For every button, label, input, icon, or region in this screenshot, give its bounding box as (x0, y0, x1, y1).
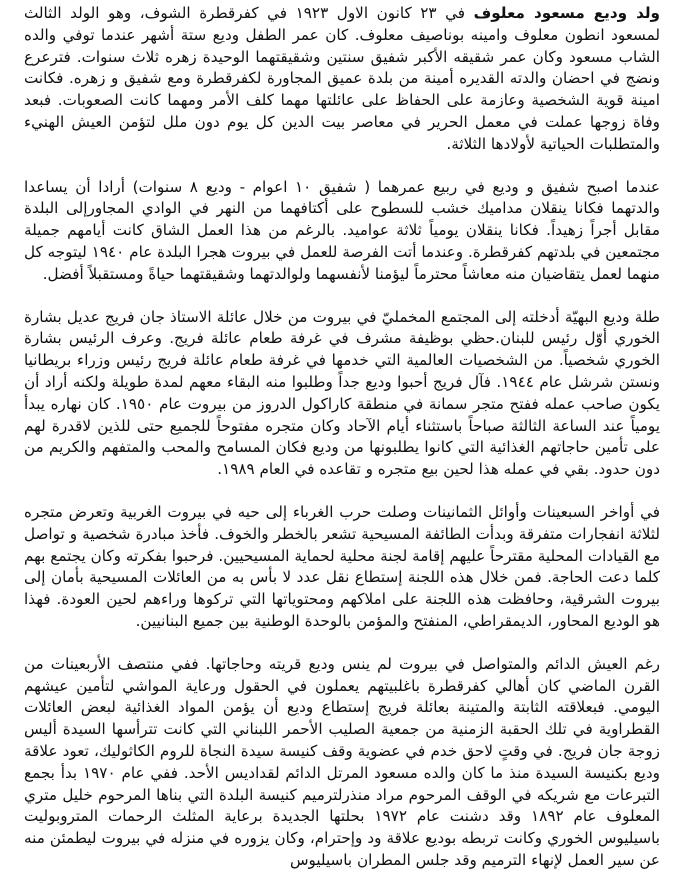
paragraph-birth-and-childhood (24, 3, 660, 156)
paragraph-village-church (24, 654, 660, 872)
paragraph-text: طلة وديع البهيّة أدخلته إلى المجتمع المخمليّ في بيروت من خلال عائلة الاستاذ جان فريج عديل بشارة الخوري أوّل رئيس للبنان.حظي بوظيفة مشرف في غرفة طعام عائلة فريج. وعرف الرئيس بشارة الخوري شخصياً. من الشخصيات العالمية التي خدمها في غرفة طعام عائلة فريج رئيس وزراء بريطانيا ونستن شرشل عام ١٩٤٤. فآل فريج أحبوا وديع جداً وطلبوا منه البقاء معهم لمدة طويلة ولكنه أراد أن يكون صاحب عمله ففتح متجر سمانة في منطقة كاراكول الدروز من بيروت عام ١٩٥٠. كان نهاره يبدأ يومياً عند الساعة الثالثة صباحاً باستثناء أيام الآحاد وكان متجره مفتوحاً للجميع حتى للذين لاقدرة لهم على تأمين حاجاتهم الغذائية التي كانوا يطلبونها من وديع فكان المسامح والمحب والمتفهم والكريم من دون حدود. بقي في عمله هذا لحين بيع متجره و تقاعده في العام ١٩٨٩. (24, 307, 660, 479)
document-page (24, 3, 660, 872)
paragraph-text: رغم العيش الدائم والمتواصل في بيروت لم ينس وديع قريته وحاجاتها. ففي منتصف الأربعينات من القرن الماضي كان أهالي كفرقطرة باغلبيتهم يعملون في الحقول ورعاية المواشي لتأمين عيشهم اليومي. فبعلاقته الثابتة والمتينة بعائلة فريج إستطاع وديع أن يؤمن المواد الغذائية لبعض العائلات القطراوية في تلك الحقبة الزمنية من جمعية الصليب الأحمر اللبناني التي كانت تترأسها السيدة أليس زوجة جان فريج. في وقتٍ لاحق خدم في عضوية وقف كنيسة سيدة النجاة للروم الكاثوليك، تعود علاقة وديع بكنيسة السيدة منذ ما كان والده مسعود المرتل الدائم لقداديس الأحد. ففي عام ١٩٧٠ بدأ بجمع التبرعات مع شريكه في الوقف المرحوم مراد منذرلترميم كنيسة البلدة التي بناها المرحوم خليل متري المعلوف عام ١٨٩٢ وقد دشنت عام ١٩٧٢ بحلتها الجديدة برعاية المثلث الرحمات المتروبوليت باسيليوس الخوري وكانت تربطه بوديع علاقة ود وإحترام، وكان يزوره في منزله في بيروت ليطمئن منه عن سير العمل لإنهاء الترميم وقد جلس المطران باسيليوس (24, 654, 661, 869)
paragraph-youth-work (24, 177, 660, 286)
paragraph-war-committee (24, 502, 660, 633)
paragraph-text: في أواخر السبعينات وأوائل الثمانينات وصلت حرب الغرباء إلى حيه في بيروت الغربية وتعرض متجره لثلاثة انفجارات متفرقة وبدأت الطائفة المسيحية تشعر بالخطر والخوف. فأخذ مبادرة شخصية و تواصل مع القيادات المحلية مقترحاً عليهم إقامة لجنة محلية لحماية المسيحيين. فرحبوا بفكرته وكان يجتمع بهم كلما دعت الحاجة. فمن خلال هذه اللجنة إستطاع نقل عدد لا بأس به من العائلات المسيحية بأمان إلى بيروت الشرقية، وحافظت هذه اللجنة على املاكهم ومحتوياتها التي تركوها وراءهم لحين العودة. فهذا هو الوديع المحاور، الديمقراطي، المنفتح والمؤمن بالوحدة الوطنية بين جميع البنانيين. (24, 502, 660, 630)
subject-name: ولد وديع مسعود معلوف (473, 4, 660, 22)
paragraph-text: عندما اصبح شفيق و وديع في ربيع عمرهما ( شفيق ١٠ اعوام - وديع ٨ سنوات) أرادا أن يساعدا والدتهما فكانا ينقلان مداميك خشب للسطوح على أكتافهما من النهر في الوادي المجاورإلى البلدة مقابل أجراً زهيداً. فكانا ينقلان يومياً ثلاثة عواميد. بالرغم من هذا العمل الشاق كانت أيامهم جميلة مجتمعين في بلدتهم كفرقطرة. وعندما أتت الفرصة للعمل في بيروت هجرا البلدة عام ١٩٤٠ ليتوجه كل منهما لعمل يتقاضيان منه معاشاً محترماً ليؤمنا لأنفسهما ولوالدتهما وشقيقتهما حياةً ومستقبلاً أفضل. (24, 177, 660, 283)
paragraph-text: في ٢٣ كانون الاول ١٩٢٣ في كفرقطرة الشوف، وهو الولد الثالث لمسعود انطون معلوف وامينه بوناصيف معلوف. كان عمر الطفل وديع ستة أشهر عندما توفي والده الشاب مسعود وكان عمر شقيقه الأكبر شفيق سنتين وشقيقتهما الوحيدة زهره ثلاث سنوات. فترعرع ونضج في احضان والدته القديره أمينة من بلدة عميق المجاورة لكفرقطرة ومع شفيق و زهره. فكانت امينة قوية الشخصية وعازمة على الحفاظ على عائلتها مهما كلف الأمر ومهما كانت الصعوبات. فبعد وفاة زوجها عملت في معمل الحرير في معاصر بيت الدين كل يوم دون ملل لتؤمن العيش الهنيء والمتطلبات الحياتية لأولادها الثلاثة. (24, 4, 660, 153)
paragraph-beirut-career (24, 307, 660, 481)
